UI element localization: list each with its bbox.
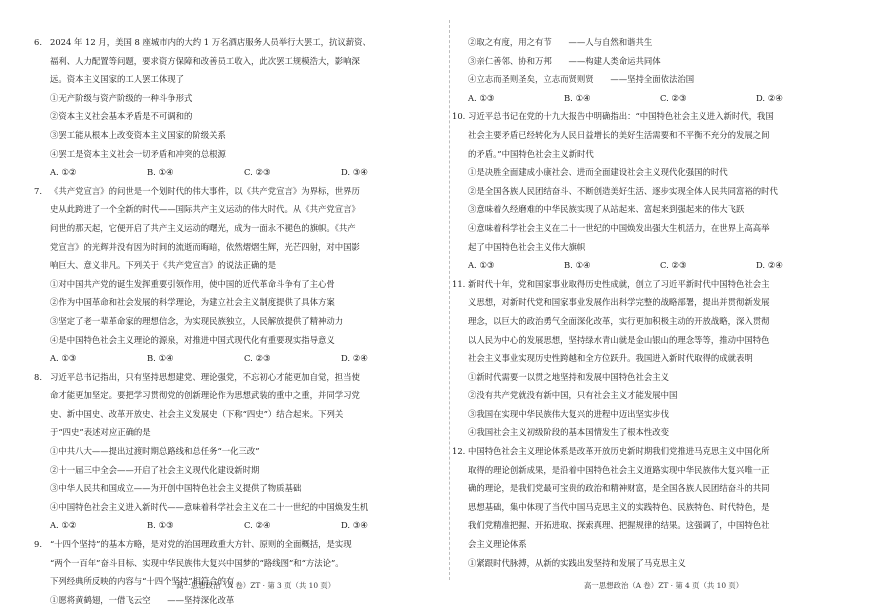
answer-choice-d: D. ②④ <box>756 92 783 103</box>
question-stem-line: 12. 中国特色社会主义理论体系是改革开放历史新时期我们党推进马克思主义中国化所 <box>456 442 852 461</box>
answer-choices <box>38 349 440 368</box>
question-number: 10. <box>452 111 466 122</box>
question-stem-line: 思想基础，集中体现了当代中国马克思主义的实践特色、民族特色、时代特色，是 <box>468 501 770 512</box>
answer-choice-d: D. ③④ <box>341 167 368 178</box>
question-11 <box>452 275 852 442</box>
question-stem-line: 的矛盾。”中国特色社会主义新时代 <box>468 148 594 159</box>
option-item: ②十一届三中全会——开启了社会主义现代化建设新时期 <box>50 464 260 475</box>
question-stem-line: 11. 新时代十年，党和国家事业取得历史性成就，创立了习近平新时代中国特色社会主 <box>456 275 852 294</box>
option-item: ③我国在实现中华民族伟大复兴的进程中迈出坚实步伐 <box>468 408 669 419</box>
question-stem-line: 福利、人力配置等问题，要求资方保障和改善员工收入，此次罢工规模浩大，影响深 <box>50 55 360 66</box>
option-item: ④立志而圣则圣矣，立志而贤则贤 ——坚持全面依法治国 <box>468 74 695 85</box>
question-stem-line: 我们党精准把握、开拓进取、探索真理、把握规律的结果。这强调了，中国特色社 <box>468 520 770 531</box>
column-divider <box>449 20 450 580</box>
question-9 <box>34 535 440 609</box>
option-item: 起了中国特色社会主义伟大旗帜 <box>468 241 586 252</box>
question-stem-line: 党宣言》的光辉并没有因为时间的流逝而晦暗，依然熠熠生辉，光芒四射，对中国影 <box>50 241 360 252</box>
question-stem-line: 10. 习近平总书记在党的十九大报告中明确指出：“中国特色社会主义进入新时代，我国 <box>456 107 852 126</box>
right-column <box>452 33 852 572</box>
option-item: ②作为中国革命和社会发展的科学理论，为建立社会主义制度提供了具体方案 <box>50 297 335 308</box>
option-item: ①紧跟时代脉搏，从新的实践出发坚持和发展了马克思主义 <box>468 557 686 568</box>
answer-choice-b: B. ①④ <box>564 92 591 103</box>
option-item: ①是决胜全面建成小康社会、进而全面建设社会主义现代化强国的时代 <box>468 167 728 178</box>
question-stem-line: “两个一百年”奋斗目标、实现中华民族伟大复兴中国梦的“路线图”和“方法论”。 <box>50 557 344 568</box>
option-item: ③中华人民共和国成立——为开创中国特色社会主义提供了物质基础 <box>50 483 302 494</box>
question-stem-line: 于“四史”表述对应正确的是 <box>50 427 151 438</box>
answer-choice-a: A. ①③ <box>468 260 495 271</box>
option-item: ④是中国特色社会主义理论的源泉，对推进中国式现代化有重要现实指导意义 <box>50 334 335 345</box>
question-stem-line: 以人民为中心的发展思想，坚持绿水青山就是金山银山的理念等等，推动中国特色 <box>468 334 770 345</box>
option-item: ③意味着久经磨难的中华民族实现了从站起来、富起来到强起来的伟大飞跃 <box>468 204 745 215</box>
answer-choice-b: B. ①④ <box>147 353 174 364</box>
question-stem-line: 取得的理论创新成果，是沿着中国特色社会主义道路实现中华民族伟大复兴唯一正 <box>468 464 770 475</box>
option-item: ①新时代需要一以贯之地坚持和发展中国特色社会主义 <box>468 371 669 382</box>
option-item: ④罢工是资本主义社会一切矛盾和冲突的总根源 <box>50 148 226 159</box>
option-item: ①对中国共产党的诞生发挥重要引领作用，使中国的近代革命斗争有了主心骨 <box>50 278 335 289</box>
question-stem-line: 8. 习近平总书记指出，只有坚持思想建党、理论强党，不忘初心才能更加自觉，担当使 <box>38 368 440 387</box>
answer-choice-c: C. ②④ <box>244 520 271 531</box>
question-8 <box>34 368 440 535</box>
option-item: ③亲仁善邻、协和万邦 ——构建人类命运共同体 <box>468 55 661 66</box>
question-stem-line: 确的理论，是我们党最可宝贵的政治和精神财富，是全国各族人民团结奋斗的共同 <box>468 483 770 494</box>
question-number: 12. <box>452 446 466 457</box>
question-stem-line: 义思想，对新时代党和国家事业发展作出科学完整的战略部署，提出并贯彻新发展 <box>468 297 770 308</box>
question-number: 6. <box>34 37 42 47</box>
option-item: ③罢工能从根本上改变资本主义国家的阶级关系 <box>50 129 226 140</box>
page-footer-right: 高一思想政治（A 卷）ZT · 第 4 页（共 10 页） <box>584 581 744 590</box>
option-item: ①中共八大——提出过渡时期总路线和总任务“一化三改” <box>50 446 260 457</box>
answer-choices <box>38 516 440 535</box>
option-item: ②没有共产党就没有新中国，只有社会主义才能发展中国 <box>468 390 678 401</box>
option-item: ③坚定了老一辈革命家的理想信念，为实现民族独立，人民解放提供了精神动力 <box>50 315 344 326</box>
question-9-continued <box>456 33 852 107</box>
question-stem-line: 响巨大、意义非凡。下列关于《共产党宣言》的说法正确的是 <box>50 260 277 271</box>
page-footer-left: 高一思想政治（A 卷）ZT · 第 3 页（共 10 页） <box>176 581 336 590</box>
question-stem-line: 社会主要矛盾已经转化为人民日益增长的美好生活需要和不平衡不充分的发展之间 <box>468 129 770 140</box>
question-number: 11. <box>452 278 466 289</box>
answer-choice-a: A. ①② <box>50 167 77 178</box>
question-stem-line: 命才能更加坚定。要把学习贯彻党的创新理论作为思想武装的重中之重，并同学习党 <box>50 390 360 401</box>
answer-choice-c: C. ②③ <box>244 167 271 178</box>
answer-choice-d: D. ②④ <box>756 260 783 271</box>
answer-choice-d: D. ②④ <box>341 353 368 364</box>
option-item: ①无产阶级与资产阶级的一种斗争形式 <box>50 92 193 103</box>
question-stem-line: 理念，以巨大的政治勇气全面深化改革，实行更加积极主动的开放战略，深入贯彻 <box>468 315 770 326</box>
answer-choice-c: C. ②③ <box>660 260 687 271</box>
option-item: ④意味着科学社会主义在二十一世纪的中国焕发出强大生机活力，在世界上高高举 <box>468 222 770 233</box>
question-stem-line: 远。资本主义国家的工人罢工体现了 <box>50 74 184 85</box>
question-stem-line: 9. “十四个坚持”的基本方略，是对党的治国理政重大方针、原则的全面概括，是实现 <box>38 535 440 554</box>
question-stem-line: 6. 2024 年 12 月，美国 8 座城市内的大约 1 万名酒店服务人员举行大罢工，抗议薪资、 <box>38 33 440 52</box>
answer-choices <box>38 163 440 182</box>
option-item: ①愿将黄鹤翅，一借飞云空 ——坚持深化改革 <box>50 594 235 605</box>
answer-choice-a: A. ①③ <box>468 92 495 103</box>
answer-choice-c: C. ②③ <box>660 92 687 103</box>
question-stem-line: 社会主义事业实现历史性跨越和全方位跃升。我国进入新时代取得的成就表明 <box>468 353 753 364</box>
answer-choice-a: A. ①② <box>50 520 77 531</box>
option-item: ④中国特色社会主义进入新时代——意味着科学社会主义在二十一世纪的中国焕发生机 <box>50 501 369 512</box>
question-stem-line: 问世的那天起，它便开启了共产主义运动的曙光，成为一面永不褪色的旗帜。《共产 <box>50 222 356 233</box>
left-column <box>34 33 440 609</box>
question-stem-line: 7. 《共产党宣言》的问世是一个划时代的伟大事件，以《共产党宣言》为界标，世界历 <box>38 182 440 201</box>
question-12 <box>452 442 852 572</box>
answer-choices <box>456 89 852 108</box>
option-item: ④我国社会主义初级阶段的基本国情发生了根本性改变 <box>468 427 669 438</box>
option-item: ②是全国各族人民团结奋斗、不断创造美好生活、逐步实现全体人民共同富裕的时代 <box>468 185 778 196</box>
answer-choice-b: B. ①④ <box>564 260 591 271</box>
answer-choice-b: B. ①④ <box>147 167 174 178</box>
answer-choice-a: A. ①③ <box>50 353 77 364</box>
question-stem-line: 会主义理论体系 <box>468 539 527 550</box>
answer-choices <box>456 256 852 275</box>
question-number: 7. <box>34 185 42 196</box>
question-stem-line: 下列经典所反映的内容与“十四个坚持”相符合的有 <box>50 576 235 587</box>
answer-choice-b: B. ①③ <box>147 520 174 531</box>
question-stem-line: 史、新中国史、改革开放史、社会主义发展史（下称“四史”）结合起来。下列关 <box>50 408 344 419</box>
question-number: 9. <box>34 539 42 550</box>
question-10 <box>452 107 852 274</box>
question-stem-line: 史从此跨进了一个全新的时代——国际共产主义运动的伟大时代。从《共产党宣言》 <box>50 204 360 215</box>
answer-choice-d: D. ③④ <box>341 520 368 531</box>
answer-choice-c: C. ②③ <box>244 353 271 364</box>
question-number: 8. <box>34 371 42 382</box>
option-item: ②资本主义社会基本矛盾是不可调和的 <box>50 111 193 122</box>
option-item: ②取之有度，用之有节 ——人与自然和谐共生 <box>468 37 653 47</box>
question-7 <box>34 182 440 368</box>
question-6 <box>34 33 440 182</box>
